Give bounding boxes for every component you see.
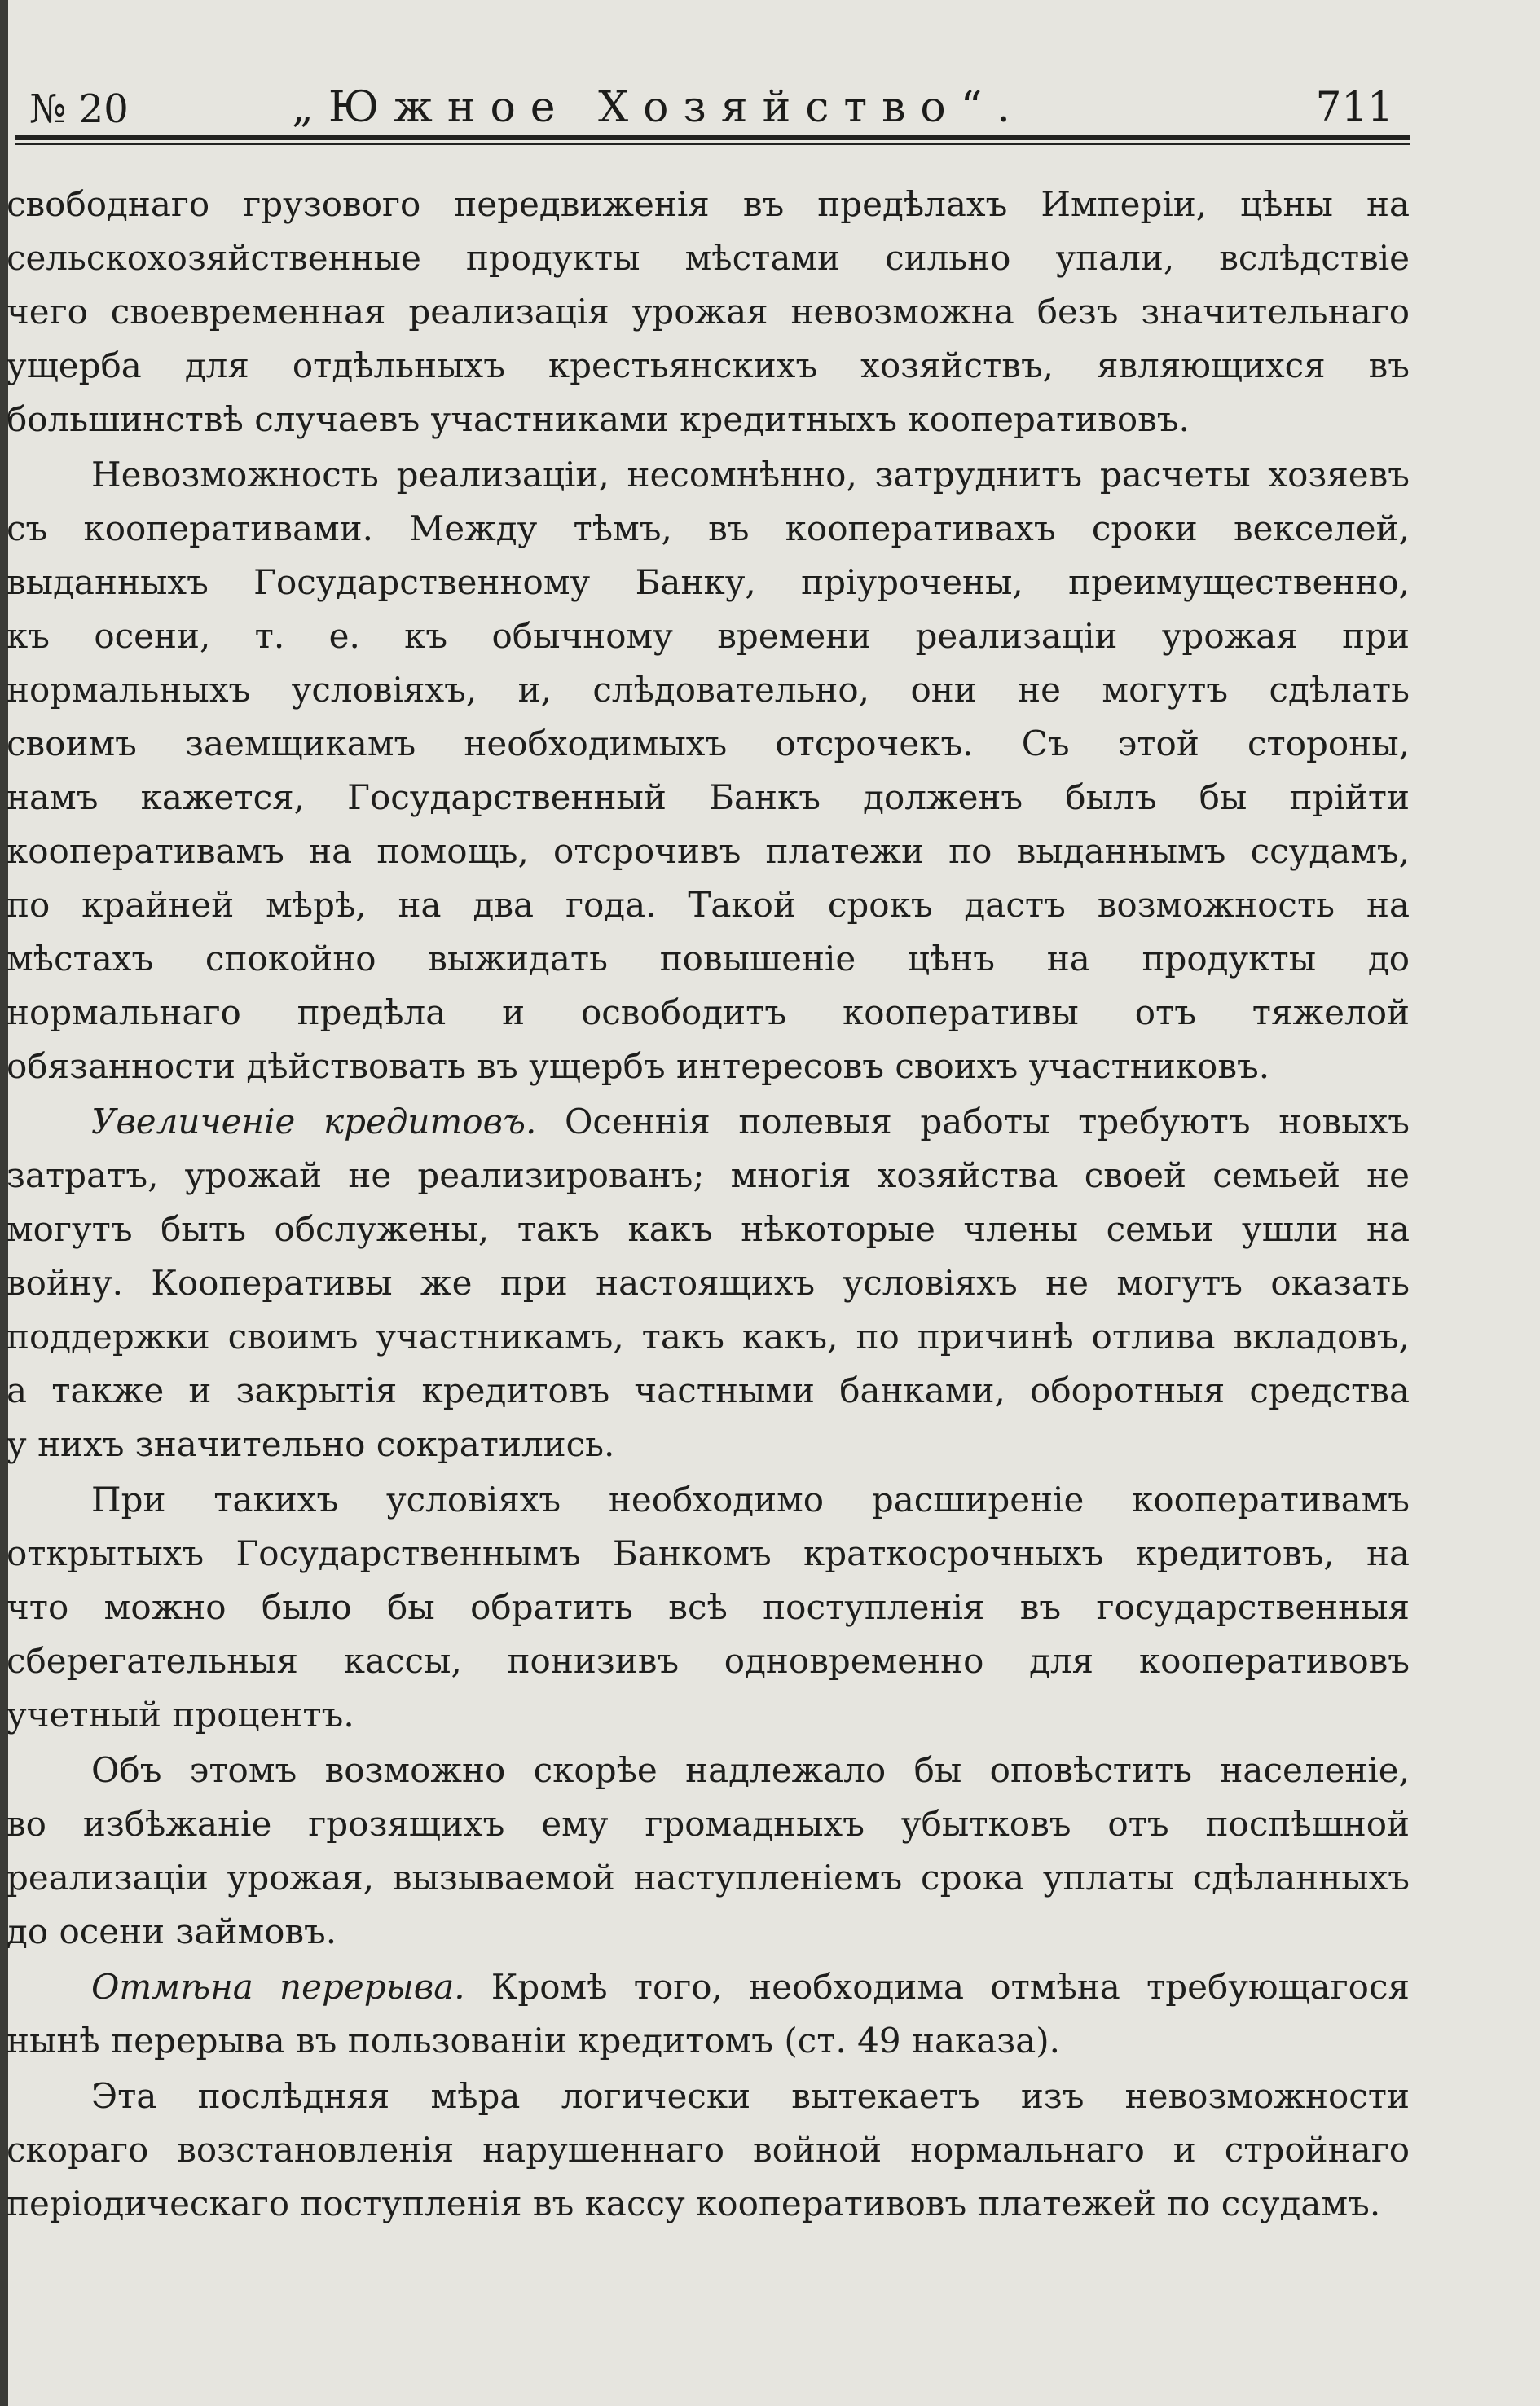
paragraph xyxy=(7,1960,1410,2068)
issue-number: № 20 xyxy=(29,86,129,132)
journal-title: „Южное Хозяйство“. xyxy=(292,83,1025,132)
text-line: скораго возстановленія нарушеннаго войной нормальнаго и стройнаго xyxy=(7,2130,1410,2170)
text-line xyxy=(7,1095,1410,1149)
text-line: свободнаго грузового передвиженія въ предѣлахъ Имперіи, цѣны на xyxy=(7,184,1410,224)
text-line: учетный процентъ. xyxy=(7,1695,354,1735)
article-body xyxy=(7,178,1410,2231)
text-line: затратъ, урожай не реализированъ; многія хозяйства своей семьей не xyxy=(7,1155,1410,1195)
text-line: кооперативамъ на помощь, отсрочивъ платежи по выданнымъ ссудамъ, xyxy=(7,831,1410,871)
text-line: ущерба для отдѣльныхъ крестьянскихъ хозяйствъ, являющихся въ xyxy=(7,345,1410,385)
text-line: войну. Кооперативы же при настоящихъ условіяхъ не могутъ оказать xyxy=(7,1263,1410,1303)
text-line: во избѣжаніе грозящихъ ему громадныхъ убытковъ отъ поспѣшной xyxy=(7,1804,1410,1844)
text-run: Кромѣ того, необходима отмѣна требующагося xyxy=(464,1967,1410,2007)
header-rule-thin xyxy=(15,143,1410,145)
text-line: къ осени, т. е. къ обычному времени реализаціи урожая при xyxy=(7,616,1410,656)
text-line: своимъ заемщикамъ необходимыхъ отсрочекъ. Съ этой стороны, xyxy=(7,724,1410,763)
text-line: нормальнаго предѣла и освободитъ кооперативы отъ тяжелой xyxy=(7,992,1410,1032)
text-line: поддержки своимъ участникамъ, такъ какъ, по причинѣ отлива вкладовъ, xyxy=(7,1317,1410,1357)
text-line: реализаціи урожая, вызываемой наступленіемъ срока уплаты сдѣланныхъ xyxy=(7,1858,1410,1898)
text-line: до осени займовъ. xyxy=(7,1911,337,1951)
text-line: періодическаго поступленія въ кассу кооперативовъ платежей по ссудамъ. xyxy=(7,2184,1381,2223)
text-line: нынѣ перерыва въ пользованіи кредитомъ (ст. 49 наказа). xyxy=(7,2021,1060,2061)
paragraph xyxy=(7,1095,1410,1471)
paragraph xyxy=(7,2070,1410,2231)
paragraph xyxy=(7,448,1410,1093)
text-run: Осеннія полевыя работы требуютъ новыхъ xyxy=(536,1102,1410,1141)
text-line: могутъ быть обслужены, такъ какъ нѣкоторые члены семьи ушли на xyxy=(7,1209,1410,1249)
text-line: При такихъ условіяхъ необходимо расширеніе кооперативамъ xyxy=(91,1480,1410,1520)
text-line: по крайней мѣрѣ, на два года. Такой срокъ дастъ возможность на xyxy=(7,885,1410,925)
running-header xyxy=(15,78,1410,143)
text-line: намъ кажется, Государственный Банкъ долженъ былъ бы прійти xyxy=(7,777,1410,817)
paragraph xyxy=(7,178,1410,446)
header-rule-thick xyxy=(15,135,1410,140)
text-line: мѣстахъ спокойно выжидать повышеніе цѣнъ на продукты до xyxy=(7,939,1410,979)
text-line: а также и закрытія кредитовъ частными банками, оборотныя средства xyxy=(7,1370,1410,1410)
text-line xyxy=(7,1960,1410,2014)
text-line: Объ этомъ возможно скорѣе надлежало бы оповѣстить населеніе, xyxy=(91,1750,1410,1790)
paragraph xyxy=(7,1473,1410,1742)
text-line: нормальныхъ условіяхъ, и, слѣдовательно, они не могутъ сдѣлать xyxy=(7,670,1410,710)
text-line: чего своевременная реализація урожая невозможна безъ значительнаго xyxy=(7,292,1410,332)
paragraph xyxy=(7,1744,1410,1959)
text-line: Невозможность реализаціи, несомнѣнно, затруднитъ расчеты хозяевъ xyxy=(91,455,1410,495)
section-lead: Увеличеніе кредитовъ. xyxy=(91,1102,537,1141)
text-line: что можно было бы обратить всѣ поступленія въ государственныя xyxy=(7,1587,1410,1627)
text-line: большинствѣ случаевъ участниками кредитныхъ кооперативовъ. xyxy=(7,399,1190,439)
text-line: сберегательныя кассы, понизивъ одновременно для кооперативовъ xyxy=(7,1641,1410,1681)
text-line: выданныхъ Государственному Банку, пріурочены, преимущественно, xyxy=(7,562,1410,602)
page-number: 711 xyxy=(1315,83,1393,130)
text-line: сельскохозяйственные продукты мѣстами сильно упали, вслѣдствіе xyxy=(7,238,1410,278)
text-line: Эта послѣдняя мѣра логически вытекаетъ изъ невозможности xyxy=(91,2076,1410,2116)
text-line: съ кооперативами. Между тѣмъ, въ кооперативахъ сроки векселей, xyxy=(7,508,1410,548)
text-line: открытыхъ Государственнымъ Банкомъ краткосрочныхъ кредитовъ, на xyxy=(7,1533,1410,1573)
text-line: у нихъ значительно сократились. xyxy=(7,1424,615,1464)
text-line: обязанности дѣйствовать въ ущербъ интересовъ своихъ участниковъ. xyxy=(7,1046,1270,1086)
section-lead: Отмѣна перерыва. xyxy=(91,1967,465,2007)
